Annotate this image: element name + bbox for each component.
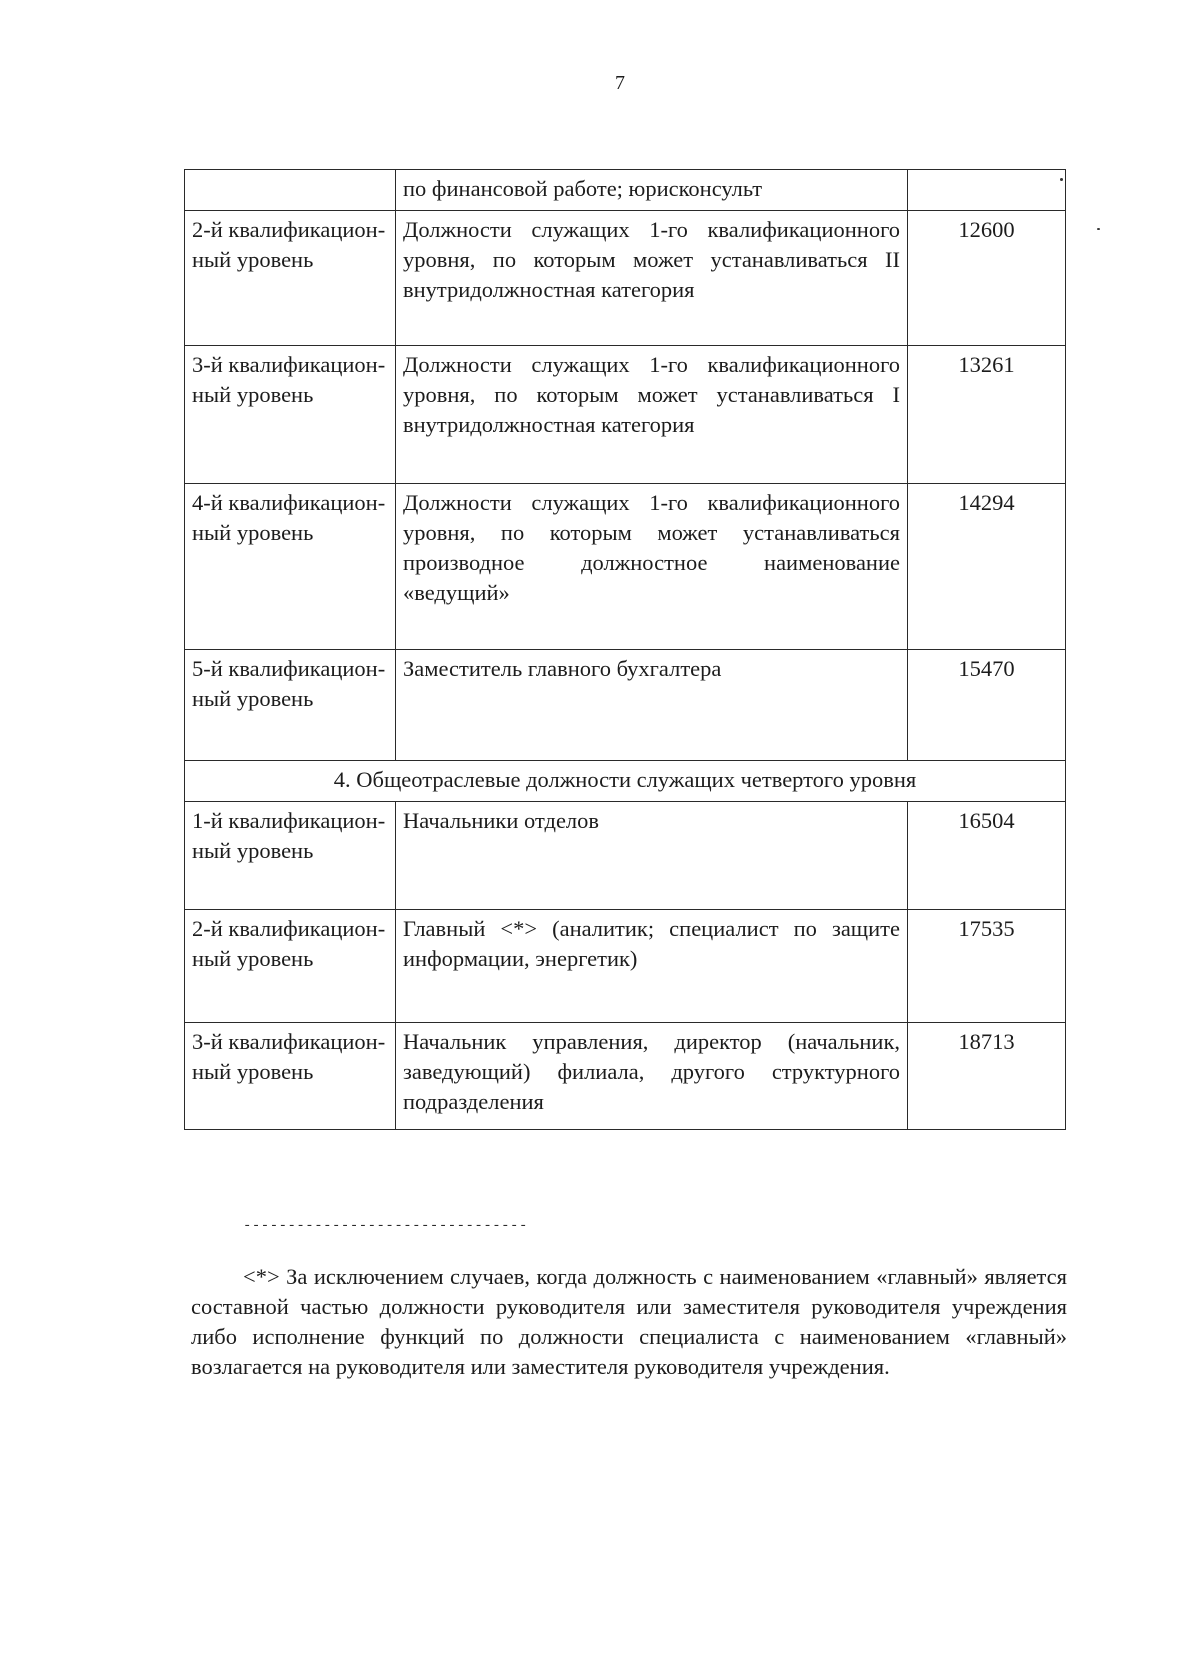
salary-cell: 18713 (908, 1023, 1066, 1130)
salary-table (184, 169, 1066, 1130)
qualification-level-cell: 3-й квалификацион-ный уровень (185, 346, 396, 484)
group-header-row (185, 761, 1066, 802)
page-number: 7 (615, 72, 625, 94)
table-row (185, 802, 1066, 910)
footnote-separator: -------------------------------- (243, 1218, 528, 1234)
qualification-level-cell (185, 170, 396, 211)
table-row (185, 650, 1066, 761)
table-row (185, 170, 1066, 211)
scan-speck (1060, 178, 1063, 181)
table-row (185, 910, 1066, 1023)
positions-cell: Начальник управления, директор (начальник, заведующий) филиала, другого структурного подразделения (396, 1023, 908, 1130)
positions-cell: по финансовой работе; юрисконсульт (396, 170, 908, 211)
salary-cell: 15470 (908, 650, 1066, 761)
qualification-level-cell: 4-й квалификацион-ный уровень (185, 484, 396, 650)
positions-cell: Заместитель главного бухгалтера (396, 650, 908, 761)
scan-speck (1097, 228, 1100, 230)
positions-cell: Должности служащих 1-го квалификационного уровня, по которым может устанавливаться производное должностное наименование «ведущий» (396, 484, 908, 650)
qualification-level-cell: 3-й квалификацион-ный уровень (185, 1023, 396, 1130)
salary-cell: 16504 (908, 802, 1066, 910)
positions-cell: Главный <*> (аналитик; специалист по защите информации, энергетик) (396, 910, 908, 1023)
qualification-level-cell: 2-й квалификацион-ный уровень (185, 910, 396, 1023)
qualification-level-cell: 5-й квалификацион-ный уровень (185, 650, 396, 761)
table-row (185, 484, 1066, 650)
group-header-cell: 4. Общеотраслевые должности служащих четвертого уровня (185, 761, 1066, 802)
table-row (185, 1023, 1066, 1130)
salary-cell: 12600 (908, 211, 1066, 346)
table-row (185, 211, 1066, 346)
positions-cell: Должности служащих 1-го квалификационного уровня, по которым может устанавливаться II внутридолжностная категория (396, 211, 908, 346)
salary-cell: 13261 (908, 346, 1066, 484)
table-row (185, 346, 1066, 484)
qualification-level-cell: 2-й квалификацион-ный уровень (185, 211, 396, 346)
footnote-text: <*> За исключением случаев, когда должность с наименованием «главный» является составной частью должности руководителя или заместителя руководителя учреждения либо исполнение функций по должности специалиста с наименованием «главный» возлагается на руководителя или заместителя руководителя учреждения. (191, 1264, 1067, 1379)
positions-cell: Начальники отделов (396, 802, 908, 910)
positions-cell: Должности служащих 1-го квалификационного уровня, по которым может устанавливаться I внутридолжностная категория (396, 346, 908, 484)
salary-cell (908, 170, 1066, 211)
salary-cell: 14294 (908, 484, 1066, 650)
qualification-level-cell: 1-й квалификацион-ный уровень (185, 802, 396, 910)
salary-cell: 17535 (908, 910, 1066, 1023)
